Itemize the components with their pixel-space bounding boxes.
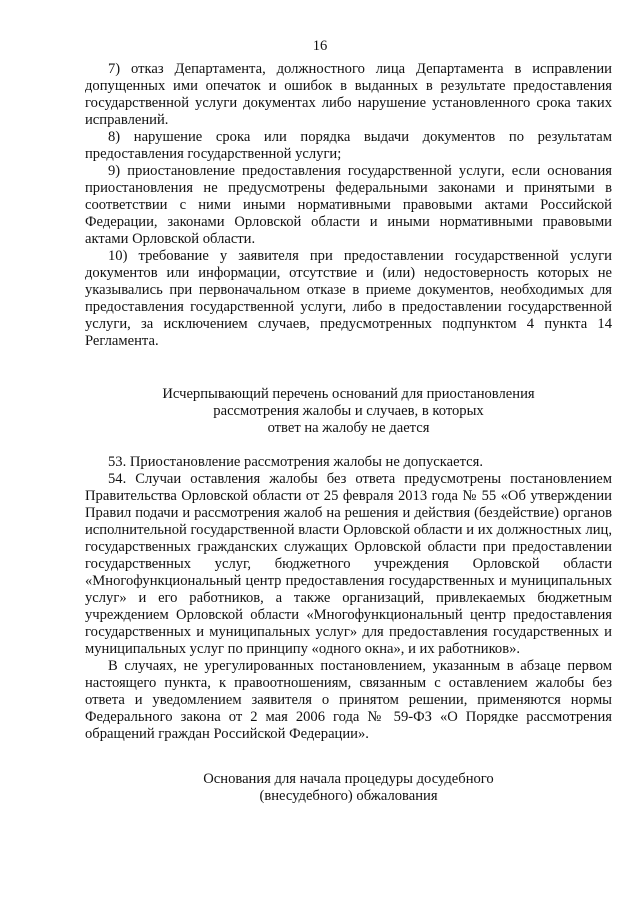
heading-line: (внесудебного) обжалования xyxy=(259,788,438,804)
heading-line: ответ на жалобу не дается xyxy=(267,420,430,436)
paragraph-item-10: 10) требование у заявителя при предоставлении государственной услуги документов или информации, отсутствие и (или) недостоверность которых не указывались при первоначальном отказе в приеме документов, необходимых для предоставления государственной услуги, либо в предоставлении государственной услуги, за исключением случаев, предусмотренных подпунктом 4 пункта 14 Регламента. xyxy=(85,248,612,349)
heading-line: Основания для начала процедуры досудебного xyxy=(203,771,494,787)
paragraph-item-8: 8) нарушение срока или порядка выдачи документов по результатам предоставления государственной услуги; xyxy=(85,129,612,162)
document-body xyxy=(85,61,612,805)
section-heading-suspension xyxy=(85,386,612,437)
section-heading-appeal-grounds xyxy=(85,771,612,805)
paragraph-item-9: 9) приостановление предоставления государственной услуги, если основания приостановления не предусмотрены федеральными законами и принятыми в соответствии с ними иными нормативными правовыми актами Российской Федерации, законами Орловской области и иными нормативными правовыми актами Орловской области. xyxy=(85,163,612,247)
heading-line: рассмотрения жалобы и случаев, в которых xyxy=(213,403,484,419)
paragraph-item-7: 7) отказ Департамента, должностного лица Департамента в исправлении допущенных ими опечаток и ошибок в выданных в результате предоставления государственной услуги документах либо нарушение установленного срока таких исправлений. xyxy=(85,61,612,128)
heading-line: Исчерпывающий перечень оснований для приостановления xyxy=(162,386,535,402)
paragraph-item-54: 54. Случаи оставления жалобы без ответа предусмотрены постановлением Правительства Орловской области от 25 февраля 2013 года № 55 «Об утверждении Правил подачи и рассмотрения жалоб на решения и действия (бездействие) органов исполнительной государственной власти Орловской области и их должностных лиц, государственных гражданских служащих Орловской области при предоставлении государственных услуг, бюджетного учреждения Орловской области «Многофункциональный центр предоставления государственных и муниципальных услуг» и его работников, а также организаций, привлекаемых бюджетным учреждением Орловской области «Многофункциональный центр предоставления государственных и муниципальных услуг» для предоставления государственных и муниципальных услуг по принципу «одного окна», и их работников». xyxy=(85,471,612,657)
page-number: 16 xyxy=(312,38,328,54)
paragraph-item-54-continued: В случаях, не урегулированных постановлением, указанным в абзаце первом настоящего пункта, к правоотношениям, связанным с оставлением жалобы без ответа и уведомлением заявителя о принятом решении, применяются нормы Федерального закона от 2 мая 2006 года № 59-ФЗ «О Порядке рассмотрения обращений граждан Российской Федерации». xyxy=(85,658,612,742)
paragraph-item-53: 53. Приостановление рассмотрения жалобы не допускается. xyxy=(108,454,484,470)
